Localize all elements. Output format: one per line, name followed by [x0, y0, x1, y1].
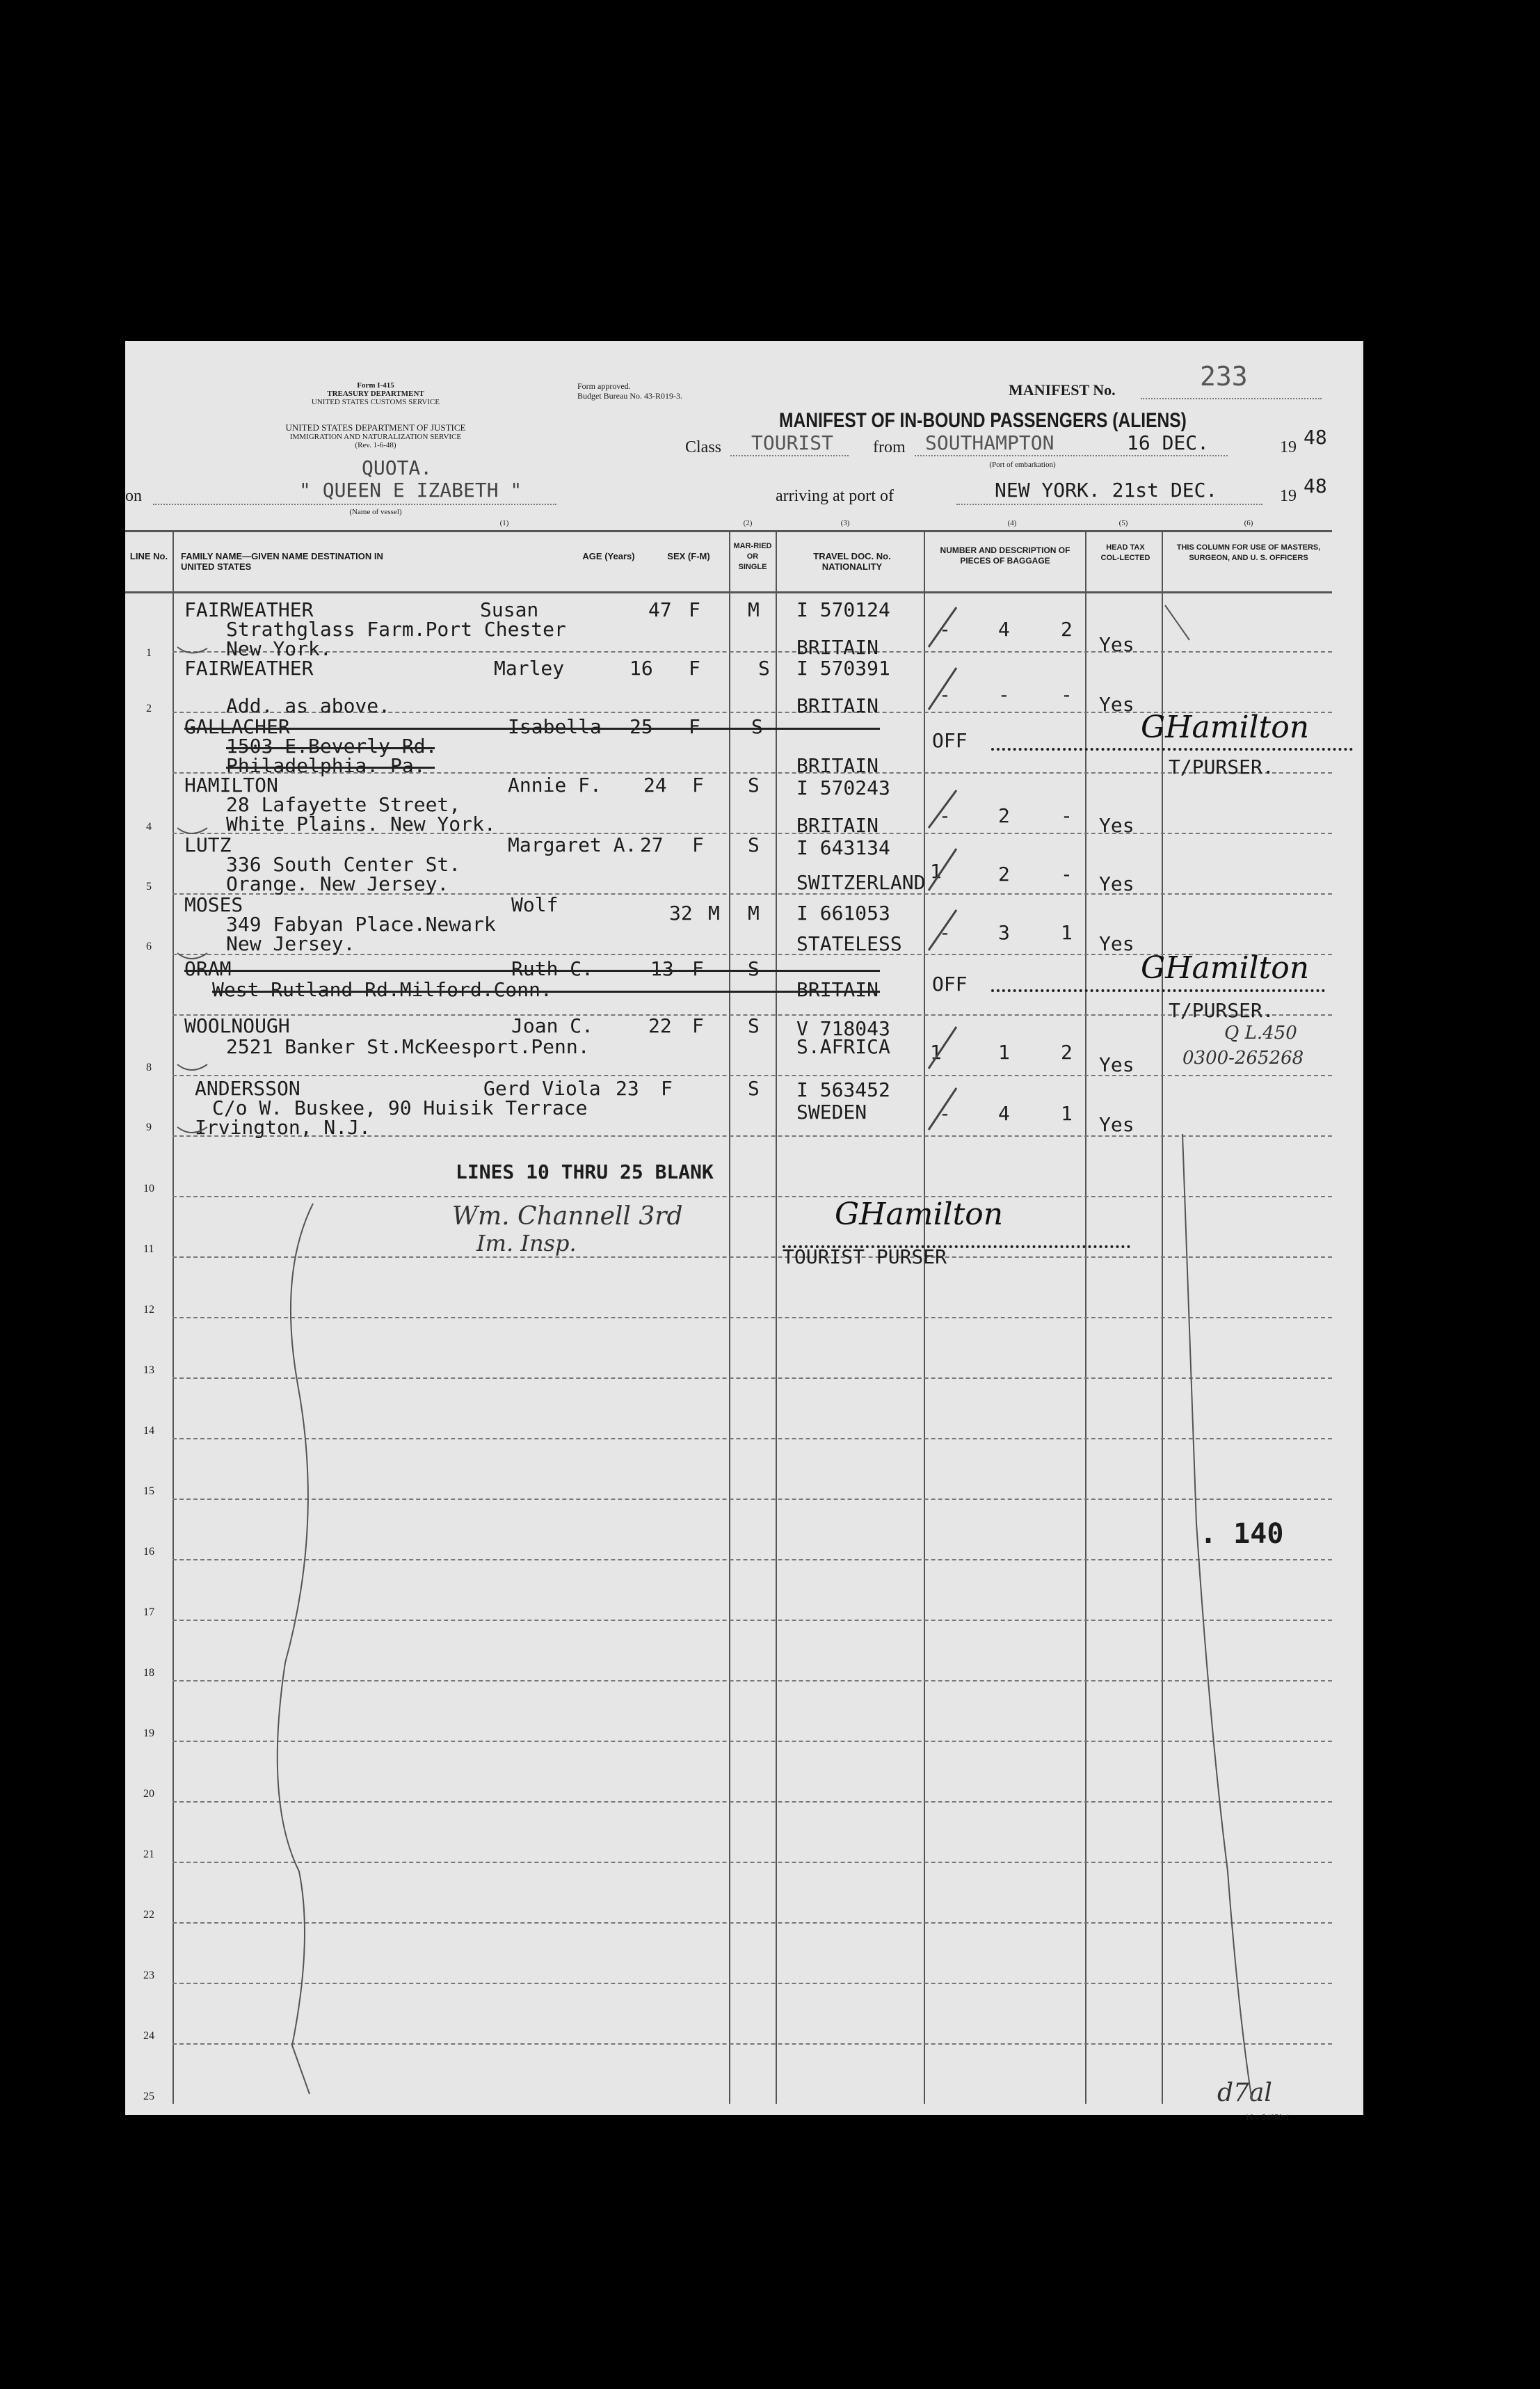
baggage-c: 1: [1061, 921, 1073, 944]
corner-note: d7al: [1217, 2079, 1272, 2107]
inspector-signature: Wm. Channell 3rd: [452, 1202, 683, 1231]
manifest-no-label: MANIFEST No.: [1009, 381, 1116, 399]
head-tax: Yes: [1099, 814, 1134, 837]
address-line-2: New Jersey.: [226, 932, 355, 955]
handwritten-marks: [125, 341, 1363, 2115]
line-number: 25: [143, 2091, 154, 2102]
marital-status: S: [748, 1014, 760, 1037]
given-name: Marley: [494, 657, 565, 680]
marital-status: S: [748, 1077, 760, 1100]
head-tax: Yes: [1099, 872, 1134, 895]
customs-service: UNITED STATES CUSTOMS SERVICE: [311, 398, 440, 406]
baggage-a: -: [939, 1102, 951, 1125]
marital-status: S: [751, 715, 763, 738]
line-number: 19: [143, 1727, 154, 1739]
address-line-2: Orange. New Jersey.: [226, 872, 449, 895]
t-purser-label: T/PURSER.: [1169, 999, 1274, 1022]
nationality: BRITAIN: [796, 694, 879, 717]
manifest-page: [125, 341, 1363, 2122]
given-name: Annie F.: [508, 774, 602, 797]
purser-title: TOURIST PURSER: [783, 1245, 947, 1268]
manifest-title: MANIFEST OF IN-BOUND PASSENGERS (ALIENS): [779, 409, 1187, 432]
travel-doc: I 570124: [796, 598, 890, 621]
line-number: 20: [143, 1788, 154, 1800]
address-line-2: Irvington, N.J.: [195, 1116, 371, 1139]
line-number: 1: [146, 647, 152, 659]
manifest-no: 233: [1200, 361, 1248, 392]
year-2: 48: [1304, 474, 1327, 497]
given-name: Wolf: [511, 893, 559, 916]
line-number: 10: [143, 1183, 154, 1194]
travel-doc: I 643134: [796, 836, 890, 859]
col-number: (2): [743, 519, 753, 527]
header-head-tax: HEAD TAX COL-LECTED: [1100, 543, 1150, 562]
line-number: 6: [146, 941, 152, 952]
baggage-c: 1: [1061, 1102, 1073, 1125]
sex: M: [708, 902, 720, 925]
baggage-c: 2: [1061, 1041, 1073, 1064]
family-name: ANDERSSON: [195, 1077, 300, 1100]
line-number: 12: [143, 1304, 154, 1316]
header-name: FAMILY NAME—GIVEN NAME DESTINATION IN UNITED STATES: [181, 551, 383, 572]
annotation-ql: Q L.450: [1224, 1023, 1297, 1044]
address-line-2: New York.: [226, 637, 332, 660]
head-tax: Yes: [1099, 932, 1134, 955]
line-number: 4: [146, 821, 152, 833]
family-name: LUTZ: [184, 833, 232, 856]
address-line-1: 2521 Banker St.McKeesport.Penn.: [226, 1035, 590, 1058]
address-line-1: 349 Fabyan Place.Newark: [226, 913, 496, 936]
quota: QUOTA.: [362, 456, 433, 479]
sex: F: [692, 1014, 704, 1037]
header-married: MAR-RIED OR SINGLE: [733, 542, 772, 571]
age: 13: [650, 957, 674, 980]
sex: F: [689, 598, 700, 621]
line-number: 18: [143, 1667, 154, 1679]
age: 32: [669, 902, 693, 925]
embark-date: 16 DEC.: [1127, 431, 1210, 454]
line-number: 11: [143, 1243, 154, 1255]
travel-doc: I 570243: [796, 776, 890, 799]
baggage-b: 4: [998, 1102, 1010, 1125]
head-tax: Yes: [1099, 693, 1134, 716]
age: 16: [629, 657, 653, 680]
ins-service: IMMIGRATION AND NATURALIZATION SERVICE: [289, 433, 462, 441]
baggage-off: OFF: [932, 973, 968, 996]
address-line-1: 336 South Center St.: [226, 853, 461, 876]
baggage-a: -: [939, 618, 951, 641]
travel-doc: I 661053: [796, 902, 890, 925]
age: 47: [648, 598, 672, 621]
from-label: from: [873, 438, 906, 456]
baggage-a: 1: [930, 1041, 942, 1064]
head-tax: Yes: [1099, 1053, 1134, 1076]
age: 25: [629, 715, 653, 738]
header-officers: THIS COLUMN FOR USE OF MASTERS, SURGEON, AND U. S. OFFICERS: [1176, 543, 1321, 562]
header-baggage: NUMBER AND DESCRIPTION OF PIECES OF BAGGAGE: [940, 545, 1070, 566]
line-number: 9: [146, 1121, 152, 1133]
nationality: SWITZERLAND: [796, 871, 926, 894]
dept-of-justice: UNITED STATES DEPARTMENT OF JUSTICE: [285, 422, 466, 433]
form-number: Form I-415: [357, 381, 394, 390]
revision: (Rev. 1-6-48): [355, 441, 396, 449]
line-number: 16: [143, 1546, 154, 1558]
baggage-b: 2: [998, 863, 1010, 886]
age: 27: [640, 833, 664, 856]
address-line-2: Add. as above.: [226, 694, 391, 717]
age: 23: [616, 1077, 639, 1100]
family-name: FAIRWEATHER: [184, 657, 314, 680]
marital-status: S: [748, 833, 760, 856]
line-number: 13: [143, 1364, 154, 1376]
baggage-b: 4: [998, 618, 1010, 641]
t-purser-label: T/PURSER.: [1169, 756, 1274, 778]
address-line-1: 1503 E.Beverly Rd.: [226, 735, 438, 758]
family-name: ORAM: [184, 957, 232, 980]
baggage-c: 2: [1061, 618, 1073, 641]
marital-status: M: [748, 598, 760, 621]
given-name: Margaret A.: [508, 833, 637, 856]
nationality: BRITAIN: [796, 754, 879, 777]
line-number: 14: [143, 1425, 154, 1437]
year-prefix-1: 19: [1280, 438, 1297, 456]
purser-signature: GHamilton: [835, 1197, 1004, 1232]
page-stamp-number: . 140: [1200, 1518, 1284, 1550]
header-line-no: LINE No.: [129, 551, 168, 561]
address-line-2: West Rutland Rd.Milford.Conn.: [212, 978, 552, 1001]
given-name: Isabella: [508, 715, 602, 738]
family-name: FAIRWEATHER: [184, 598, 314, 621]
class-label: Class: [685, 438, 722, 456]
form-code: 16—54650-1: [1245, 2112, 1290, 2122]
sex: F: [692, 957, 704, 980]
vessel-name: " QUEEN E IZABETH ": [299, 479, 522, 502]
col-number: (1): [499, 519, 509, 527]
address-line-1: Strathglass Farm.Port Chester: [226, 618, 566, 641]
head-tax: Yes: [1099, 633, 1134, 656]
line-number: 24: [143, 2030, 154, 2042]
port-embark-note: (Port of embarkation): [989, 461, 1056, 469]
line-number: 5: [146, 881, 152, 893]
line-number: 2: [146, 703, 152, 714]
on-label: on: [125, 487, 142, 505]
col-number: (5): [1118, 519, 1128, 527]
col-number: (6): [1244, 519, 1253, 527]
col-number: (4): [1007, 519, 1017, 527]
class-value: TOURIST: [751, 431, 834, 454]
age: 22: [648, 1014, 672, 1037]
purser-signature: GHamilton: [1141, 950, 1310, 986]
arriving-label: arriving at port of: [776, 487, 894, 505]
baggage-c: -: [1061, 804, 1073, 827]
lines-blank-note: LINES 10 THRU 25 BLANK: [456, 1160, 714, 1183]
family-name: GALLACHER: [184, 715, 290, 738]
baggage-c: -: [1061, 863, 1073, 886]
travel-doc: I 563452: [796, 1078, 890, 1101]
col-number: (3): [840, 519, 850, 527]
arrival-port: NEW YORK. 21st DEC.: [995, 479, 1218, 502]
inspector-title: Im. Insp.: [476, 1230, 577, 1256]
address-line-1: 28 Lafayette Street,: [226, 793, 461, 816]
marital-status: S: [748, 957, 760, 980]
marital-status: S: [748, 774, 760, 797]
sex: F: [692, 833, 704, 856]
age: 24: [643, 774, 667, 797]
baggage-b: 2: [998, 804, 1010, 827]
baggage-a: -: [939, 683, 951, 706]
baggage-a: -: [939, 804, 951, 827]
line-number: 21: [143, 1848, 154, 1860]
sex: F: [661, 1077, 673, 1100]
marital-status: M: [748, 902, 760, 925]
nationality: BRITAIN: [796, 636, 879, 659]
header-sex: SEX (F-M): [667, 551, 710, 561]
given-name: Susan: [480, 598, 539, 621]
address-line-2: Philadelphia. Pa.: [226, 754, 426, 777]
line-number: 17: [143, 1606, 154, 1618]
sex: F: [692, 774, 704, 797]
line-number: 15: [143, 1485, 154, 1497]
form-approved: Form approved.: [577, 381, 631, 391]
travel-doc: V 718043: [796, 1017, 890, 1040]
sex: F: [689, 715, 700, 738]
family-name: HAMILTON: [184, 774, 278, 797]
nationality: SWEDEN: [796, 1101, 867, 1124]
baggage-c: -: [1061, 683, 1073, 706]
header-travel-doc: TRAVEL DOC. No. NATIONALITY: [813, 551, 891, 572]
annotation-number: 0300-265268: [1182, 1048, 1304, 1069]
nationality: S.AFRICA: [796, 1035, 890, 1058]
given-name: Ruth C.: [511, 957, 594, 980]
line-number: 22: [143, 1909, 154, 1921]
line-number: 23: [143, 1969, 154, 1981]
line-number: 8: [146, 1062, 152, 1073]
sex: F: [689, 657, 700, 680]
baggage-b: 1: [998, 1041, 1010, 1064]
from-value: SOUTHAMPTON: [925, 431, 1054, 454]
nationality: BRITAIN: [796, 978, 879, 1001]
budget-bureau: Budget Bureau No. 43-R019-3.: [577, 391, 682, 401]
baggage-a: 1: [930, 860, 942, 883]
treasury-dept: TREASURY DEPARTMENT: [327, 390, 424, 398]
address-line-2: White Plains. New York.: [226, 813, 496, 836]
head-tax: Yes: [1099, 1113, 1134, 1136]
travel-doc: I 570391: [796, 657, 890, 680]
purser-signature: GHamilton: [1141, 710, 1310, 745]
vessel-note: (Name of vessel): [349, 508, 402, 516]
marital-status: S: [758, 657, 770, 680]
year-1: 48: [1304, 426, 1327, 449]
family-name: MOSES: [184, 893, 243, 916]
nationality: STATELESS: [796, 932, 902, 955]
baggage-b: 3: [998, 921, 1010, 944]
address-line-1: C/o W. Buskee, 90 Huisik Terrace: [212, 1096, 588, 1119]
given-name: Joan C.: [511, 1014, 594, 1037]
baggage-off: OFF: [932, 729, 968, 752]
baggage-b: -: [998, 683, 1010, 706]
nationality: BRITAIN: [796, 814, 879, 837]
year-prefix-2: 19: [1280, 487, 1297, 505]
family-name: WOOLNOUGH: [184, 1014, 290, 1037]
given-name: Gerd Viola: [483, 1077, 601, 1100]
baggage-a: -: [939, 921, 951, 944]
header-age: AGE (Years): [582, 551, 635, 561]
